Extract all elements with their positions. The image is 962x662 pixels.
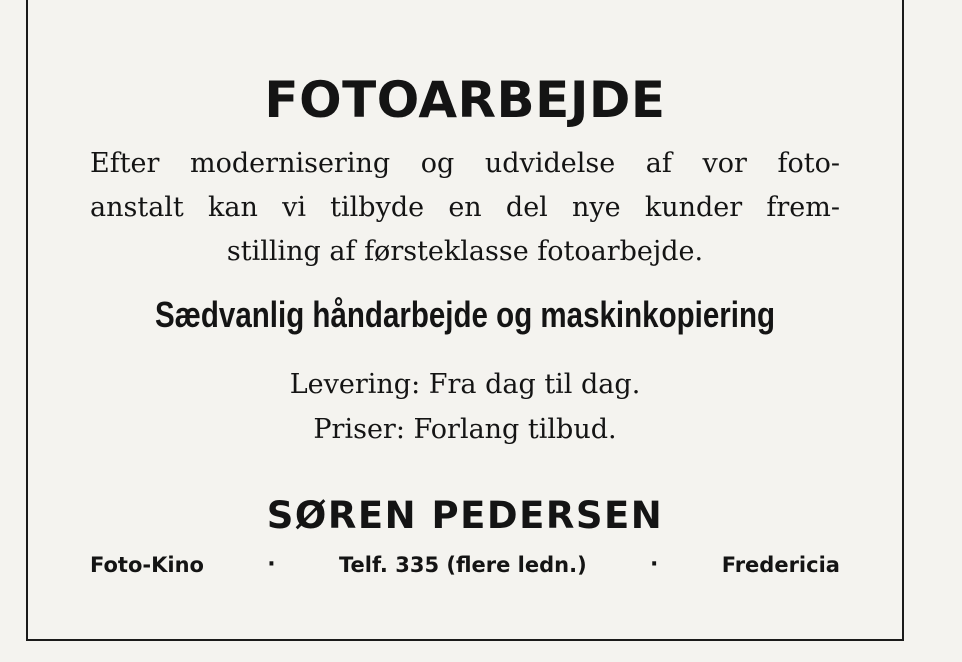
footer-phone: Telf. 335 (flere ledn.) [338,553,587,577]
footer-separator-1: · [267,552,276,577]
frame-bottom-rule [26,639,904,641]
footer-separator-2: · [650,552,659,577]
prices-line: Priser: Forlang tilbud. [313,414,617,445]
headline: FOTOARBEJDE [264,71,666,129]
footer-business: Foto-Kino [90,553,204,577]
intro-paragraph [90,142,840,274]
footer-city: Fredericia [721,553,840,577]
company-name: SØREN PEDERSEN [266,494,664,537]
intro-line-1: Efter modernisering og udvidelse af vor foto- [90,148,840,179]
advertisement [28,0,902,639]
intro-line-3: stilling af førsteklasse fotoarbejde. [226,236,704,267]
footer [90,550,840,580]
details [28,362,902,452]
delivery-line: Levering: Fra dag til dag. [289,369,641,400]
subheadline: Sædvanlig håndarbejde og maskinkopiering [154,294,776,335]
intro-line-2: anstalt kan vi tilbyde en del nye kunder frem- [90,192,840,223]
frame-right-rule [902,0,904,640]
